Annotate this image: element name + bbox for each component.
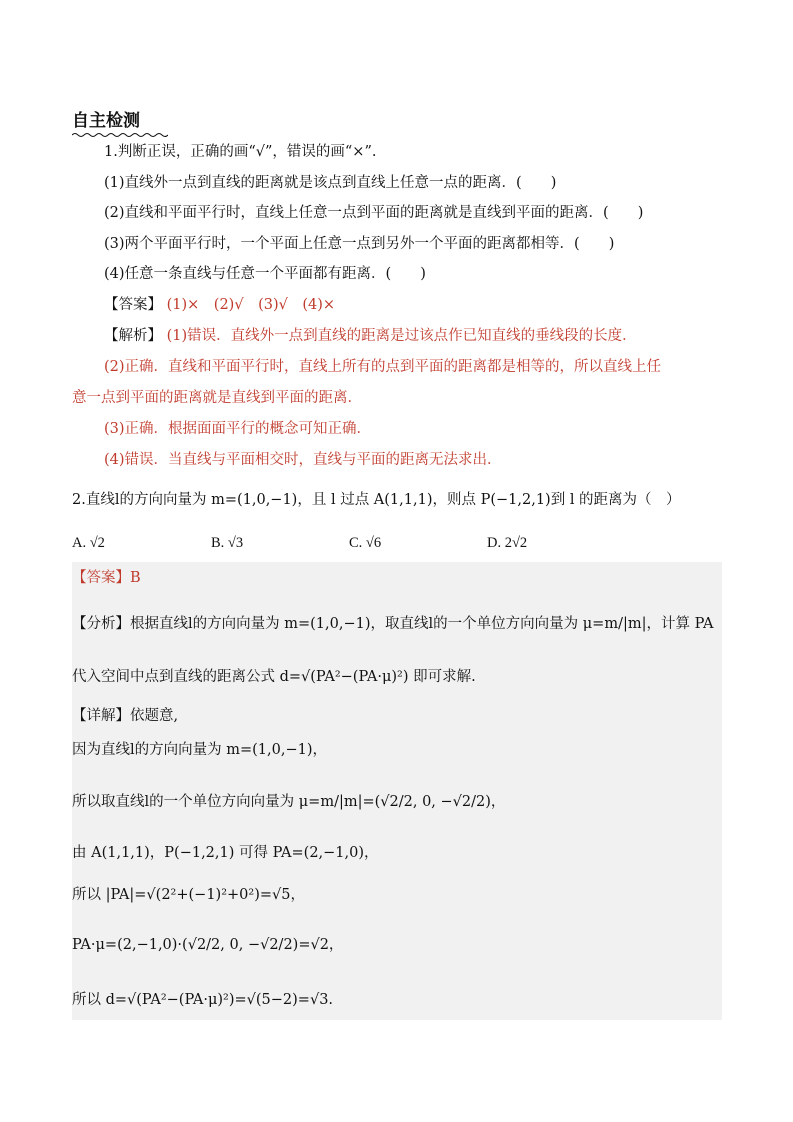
q1-analysis-5: (4)错误．当直线与平面相交时，直线与平面的距离无法求出．	[104, 452, 502, 468]
q2-option-b: B. √3	[211, 535, 244, 551]
wavy-underline-icon	[72, 132, 168, 138]
q1-item-1: (1)直线外一点到直线的距离就是该点到直线上任意一点的距离．( )	[104, 175, 557, 191]
q2-option-c: C. √6	[349, 535, 382, 551]
q1-analysis-1	[104, 326, 637, 346]
q1-item-4: (4)任意一条直线与任意一个平面都有距离．( )	[104, 266, 426, 282]
q1-answer	[104, 295, 335, 315]
q2-step-3: 由 A(1,1,1)，P(−1,2,1) 可得 PA=(2,−1,0)，	[72, 845, 379, 861]
q2-step-1: 因为直线l的方向向量为 m=(1,0,−1)，	[72, 742, 328, 758]
q2-step-5: PA·μ=(2,−1,0)·(√2/2, 0, −√2/2)=√2，	[72, 937, 344, 953]
q1-analysis-label: 【解析】	[104, 328, 162, 344]
q2-option-d: D. 2√2	[487, 535, 528, 551]
q1-analysis-text-1: (1)错误．直线外一点到直线的距离是过该点作已知直线的垂线段的长度．	[166, 328, 637, 344]
q1-answer-label: 【答案】	[104, 297, 162, 313]
q1-analysis-2: (2)正确．直线和平面平行时，直线上所有的点到平面的距离都是相等的，所以直线上任	[104, 359, 662, 375]
q1-analysis-4: (3)正确．根据面面平行的概念可知正确．	[104, 421, 372, 437]
q1-item-2: (2)直线和平面平行时，直线上任意一点到平面的距离就是直线到平面的距离．( )	[104, 205, 644, 221]
q2-answer: 【答案】B	[72, 570, 141, 586]
section-title-text: 自主检测	[72, 111, 140, 131]
q1-item-3: (3)两个平面平行时，一个平面上任意一点到另外一个平面的距离都相等．( )	[104, 236, 615, 252]
q2-detail-label: 【详解】依题意,	[72, 708, 179, 724]
section-title	[72, 106, 168, 138]
q2-analysis-1: 【分析】根据直线l的方向向量为 m=(1,0,−1)，取直线l的一个单位方向向量为 μ=m/|m|，计算 PA	[72, 616, 714, 632]
q1-stem: 1.判断正误，正确的画“√”，错误的画“×”.	[104, 144, 377, 160]
q1-answer-value: (1)× (2)√ (3)√ (4)×	[166, 297, 336, 313]
q2-analysis-2: 代入空间中点到直线的距离公式 d=√(PA²−(PA·μ)²) 即可求解.	[72, 669, 476, 685]
q2-step-2: 所以取直线l的一个单位方向向量为 μ=m/|m|=(√2/2, 0, −√2/2)，	[72, 794, 506, 810]
q2-option-a: A. √2	[72, 535, 105, 551]
q2-step-6: 所以 d=√(PA²−(PA·μ)²)=√(5−2)=√3.	[72, 992, 334, 1008]
q2-step-4: 所以 |PA|=√(2²+(−1)²+0²)=√5，	[72, 887, 305, 903]
q1-analysis-3: 意一点到平面的距离就是直线到平面的距离．	[72, 390, 362, 406]
q2-stem: 2.直线l的方向向量为 m=(1,0,−1)，且 l 过点 A(1,1,1)，则点 P(−1,2,1)到 l 的距离为（ ）	[72, 492, 681, 508]
